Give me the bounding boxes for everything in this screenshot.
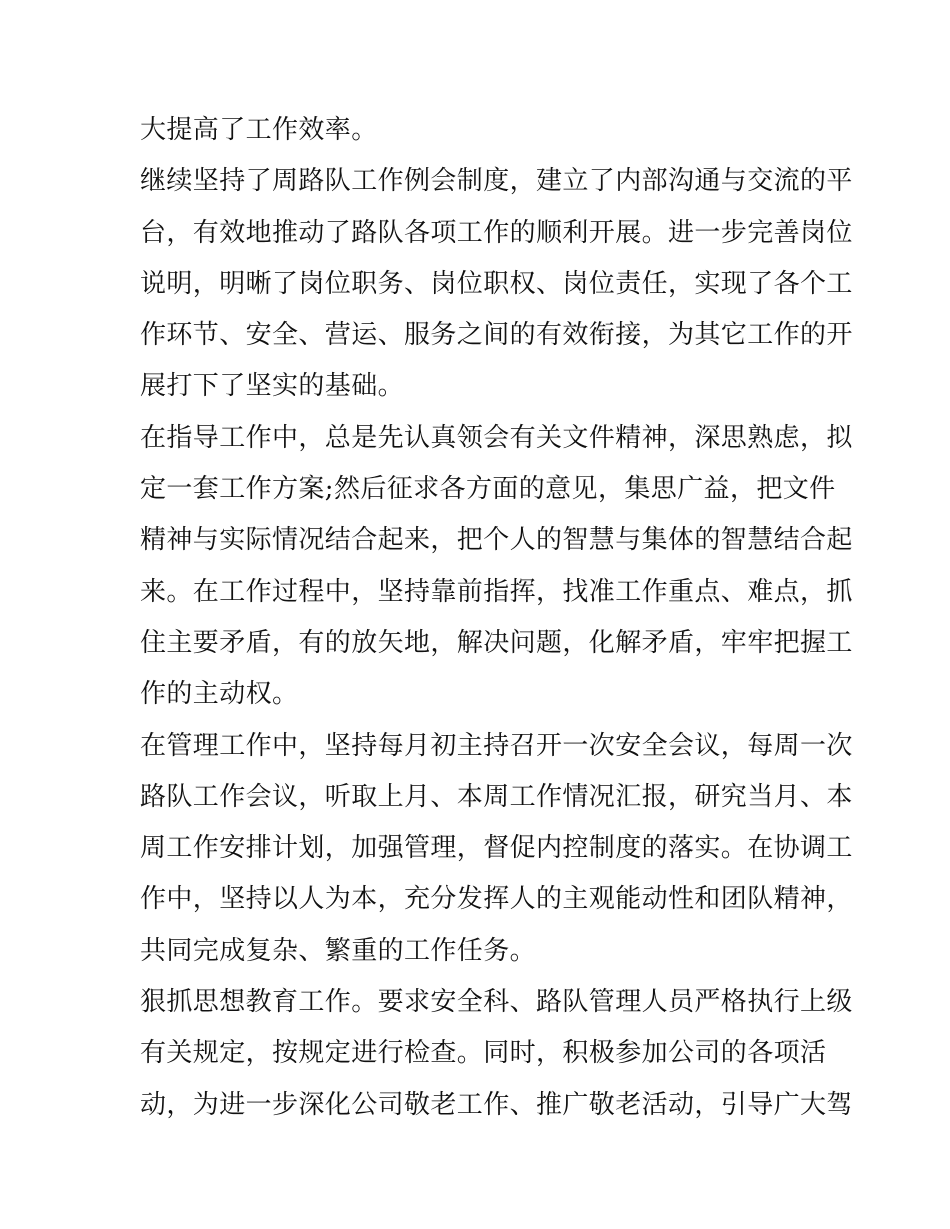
document-body bbox=[140, 105, 853, 1131]
text-line: 来。在工作过程中，坚持靠前指挥，找准工作重点、难点，抓 bbox=[140, 576, 853, 607]
text-line: 大提高了工作效率。 bbox=[140, 115, 378, 145]
text-line: 周工作安排计划，加强管理，督促内控制度的落实。在协调工 bbox=[140, 833, 853, 864]
text-line: 作中，坚持以人为本，充分发挥人的主观能动性和团队精神， bbox=[140, 884, 853, 915]
paragraph bbox=[140, 977, 853, 1131]
text-line: 继续坚持了周路队工作例会制度，建立了内部沟通与交流的平 bbox=[140, 166, 853, 197]
text-line: 作的主动权。 bbox=[140, 679, 299, 710]
text-line: 共同完成复杂、繁重的工作任务。 bbox=[140, 935, 537, 966]
text-line: 在管理工作中，坚持每月初主持召开一次安全会议，每周一次 bbox=[140, 730, 853, 761]
text-line: 说明，明晰了岗位职务、岗位职权、岗位责任，实现了各个工 bbox=[140, 268, 853, 299]
text-line: 狠抓思想教育工作。要求安全科、路队管理人员严格执行上级 bbox=[140, 987, 853, 1018]
text-line: 精神与实际情况结合起来，把个人的智慧与集体的智慧结合起 bbox=[140, 525, 853, 556]
text-line: 住主要矛盾，有的放矢地，解决问题，化解矛盾，牢牢把握工 bbox=[140, 627, 853, 658]
text-line: 动，为进一步深化公司敬老工作、推广敬老活动，引导广大驾 bbox=[140, 1089, 853, 1120]
paragraph bbox=[140, 721, 853, 977]
paragraph bbox=[140, 105, 816, 156]
text-line: 定一套工作方案;然后征求各方面的意见，集思广益，把文件 bbox=[140, 474, 836, 505]
text-line: 在指导工作中，总是先认真领会有关文件精神，深思熟虑，拟 bbox=[140, 422, 853, 453]
text-line: 台，有效地推动了路队各项工作的顺利开展。进一步完善岗位 bbox=[140, 217, 853, 248]
text-line: 作环节、安全、营运、服务之间的有效衔接，为其它工作的开 bbox=[140, 320, 853, 351]
text-line: 展打下了坚实的基础。 bbox=[140, 371, 405, 402]
paragraph bbox=[140, 156, 853, 412]
text-line: 路队工作会议，听取上月、本周工作情况汇报，研究当月、本 bbox=[140, 781, 853, 812]
text-line: 有关规定，按规定进行检查。同时，积极参加公司的各项活 bbox=[140, 1038, 827, 1069]
paragraph bbox=[140, 413, 853, 721]
